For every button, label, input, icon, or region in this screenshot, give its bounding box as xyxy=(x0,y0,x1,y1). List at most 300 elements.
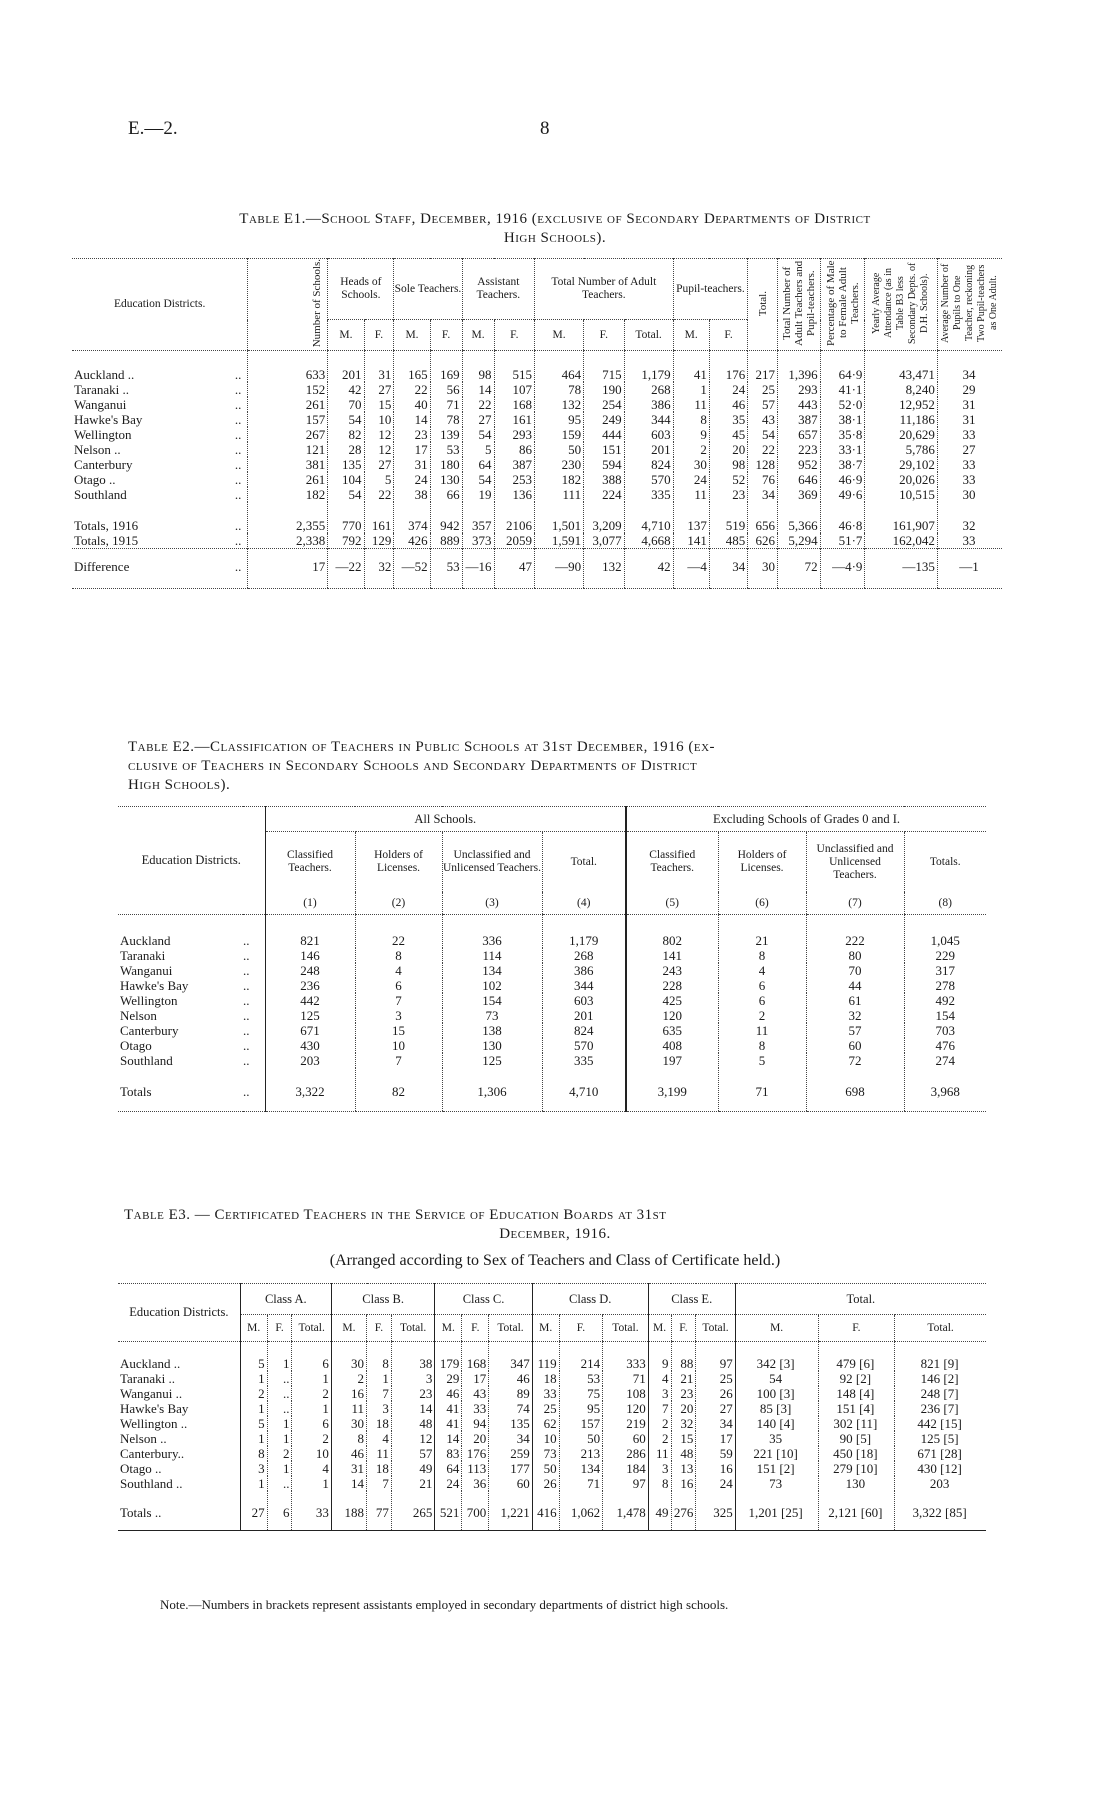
cell-value: 1,396 xyxy=(778,351,821,383)
cell-value: 64 xyxy=(435,1461,462,1476)
cell-value: 8,240 xyxy=(865,382,937,397)
e1-head-total: Total. xyxy=(624,320,673,351)
cell-value: 373 xyxy=(462,533,494,549)
cell-value: 182 xyxy=(248,487,328,502)
cell-value: 2059 xyxy=(494,533,535,549)
cell-value: 188 xyxy=(331,1491,366,1531)
cell-value: 6 xyxy=(292,1416,331,1431)
e1-head-pupil: Pupil-teachers. xyxy=(673,259,748,320)
cell-value: 344 xyxy=(624,412,673,427)
cell-value: 29,102 xyxy=(865,457,937,472)
cell-value: 14 xyxy=(391,1401,435,1416)
district-name: Hawke's Bay .. xyxy=(74,412,242,428)
cell-value: 4,710 xyxy=(542,1068,626,1112)
cell-value: 82 xyxy=(328,427,364,442)
e3-head-m: M. xyxy=(532,1315,559,1342)
cell-value: 24 xyxy=(394,472,430,487)
cell-value: 6 xyxy=(718,993,806,1008)
cell-value: 71 xyxy=(559,1476,603,1491)
cell-value: 107 xyxy=(494,382,535,397)
e3-head-m: M. xyxy=(648,1315,671,1342)
leader-dots: .. xyxy=(243,1053,250,1068)
cell-value: 325 xyxy=(696,1491,735,1531)
cell-value: 31 xyxy=(364,351,394,383)
cell-value: 176 xyxy=(709,351,747,383)
cell-value: 22 xyxy=(462,397,494,412)
cell-value: 293 xyxy=(494,427,535,442)
cell-value: 671 [28] xyxy=(895,1446,986,1461)
cell-value: 14 xyxy=(435,1431,462,1446)
cell-value: .. xyxy=(267,1371,292,1386)
cell-value: 54 xyxy=(328,412,364,427)
e2-caption-line1: Table E2.—Classification of Teachers in Public Schools at 31st December, 1916 (ex- xyxy=(128,739,716,755)
e2-caption-line3: High Schools). xyxy=(128,777,231,793)
cell-value: 73 xyxy=(735,1476,818,1491)
cell-value: 286 xyxy=(603,1446,649,1461)
cell-value: 201 xyxy=(624,442,673,457)
cell-value: 17 xyxy=(248,549,328,589)
cell-value: 24 xyxy=(709,382,747,397)
e1-head-assistant: Assistant Teachers. xyxy=(462,259,534,320)
cell-value: 5 xyxy=(364,472,394,487)
cell-value: 78 xyxy=(430,412,462,427)
cell-value: 274 xyxy=(904,1053,986,1068)
cell-value: 302 [11] xyxy=(818,1416,895,1431)
cell-value: 128 xyxy=(748,457,778,472)
cell-value: 1,306 xyxy=(442,1068,542,1112)
e2-col-num: (3) xyxy=(442,892,542,915)
cell-value: 2 xyxy=(648,1431,671,1446)
cell-value: 24 xyxy=(696,1476,735,1491)
cell-value: 1 xyxy=(292,1476,331,1491)
cell-value: 16 xyxy=(696,1461,735,1476)
table-row xyxy=(72,502,1002,533)
cell-value: 25 xyxy=(748,382,778,397)
cell-value: 31 xyxy=(937,412,1002,427)
cell-value: 26 xyxy=(532,1476,559,1491)
cell-value: 146 xyxy=(265,948,355,963)
cell-value: 125 xyxy=(265,1008,355,1023)
cell-value: 33 xyxy=(292,1491,331,1531)
cell-value: 6 xyxy=(355,978,442,993)
cell-value: 46·9 xyxy=(820,472,865,487)
district-name: Nelson xyxy=(120,1008,157,1023)
cell-value: 293 xyxy=(778,382,821,397)
cell-value: 27 xyxy=(364,457,394,472)
cell-value: 53 xyxy=(430,549,462,589)
cell-value: 54 xyxy=(462,427,494,442)
cell-value: 2 xyxy=(331,1371,366,1386)
e3-head-total: Total. xyxy=(895,1315,986,1342)
cell-value: 95 xyxy=(559,1401,603,1416)
cell-value: —90 xyxy=(535,549,584,589)
cell-value: 369 xyxy=(778,487,821,502)
cell-value: 476 xyxy=(904,1038,986,1053)
district-name: Auckland .. xyxy=(120,1356,181,1371)
cell-value: 100 [3] xyxy=(735,1386,818,1401)
e3-caption-line1: Table E3. — Certificated Teachers in the Service of Education Boards at 31st xyxy=(124,1207,667,1223)
cell-value: 1 xyxy=(292,1401,331,1416)
cell-value: 125 [5] xyxy=(895,1431,986,1446)
e1-head-f: F. xyxy=(364,320,394,351)
cell-value: 1 xyxy=(267,1461,292,1476)
e3-head-class-e: Class E. xyxy=(648,1284,735,1315)
cell-value: 603 xyxy=(542,993,626,1008)
e3-head-f: F. xyxy=(818,1315,895,1342)
district-name: Nelson .. .. xyxy=(74,442,242,458)
cell-value: 27 xyxy=(696,1401,735,1416)
cell-value: 570 xyxy=(542,1038,626,1053)
cell-value: 671 xyxy=(265,1023,355,1038)
leader-dots: .. xyxy=(243,933,250,948)
cell-value: 85 [3] xyxy=(735,1401,818,1416)
cell-value: 30 xyxy=(937,487,1002,502)
table-row xyxy=(72,382,1002,397)
cell-value: 30 xyxy=(748,549,778,589)
cell-value: 154 xyxy=(904,1008,986,1023)
cell-value: 261 xyxy=(248,472,328,487)
cell-value: 14 xyxy=(462,382,494,397)
page-code: E.—2. xyxy=(128,118,178,139)
cell-value: 444 xyxy=(584,427,625,442)
cell-value: 33 xyxy=(937,533,1002,549)
e1-head-m: M. xyxy=(328,320,364,351)
cell-value: 20 xyxy=(462,1431,489,1446)
cell-value: 102 xyxy=(442,978,542,993)
cell-value: —22 xyxy=(328,549,364,589)
cell-value: 646 xyxy=(778,472,821,487)
cell-value: 20 xyxy=(671,1401,696,1416)
cell-value: 1,045 xyxy=(904,915,986,949)
cell-value: 387 xyxy=(778,412,821,427)
cell-value: 249 xyxy=(584,412,625,427)
cell-value: 64·9 xyxy=(820,351,865,383)
table-row xyxy=(118,1491,986,1531)
e3-head-class-a: Class A. xyxy=(240,1284,331,1315)
cell-value: 180 xyxy=(430,457,462,472)
e3-head-class-c: Class C. xyxy=(435,1284,532,1315)
cell-value: 425 xyxy=(626,993,718,1008)
district-name: Southland xyxy=(120,1053,173,1068)
cell-value: 335 xyxy=(542,1053,626,1068)
e1-head-m: M. xyxy=(535,320,584,351)
cell-value: 60 xyxy=(806,1038,904,1053)
cell-value: 386 xyxy=(542,963,626,978)
cell-value: 254 xyxy=(584,397,625,412)
cell-value: 1 xyxy=(367,1371,392,1386)
cell-value: 71 xyxy=(603,1371,649,1386)
cell-value: 217 xyxy=(748,351,778,383)
cell-value: 41 xyxy=(673,351,709,383)
table-row xyxy=(118,978,986,993)
cell-value: 3,077 xyxy=(584,533,625,549)
cell-value: 18 xyxy=(367,1461,392,1476)
cell-value: 30 xyxy=(331,1342,366,1372)
cell-value: 38·7 xyxy=(820,457,865,472)
e1-head-total-adult-pupil: Total Number of Adult Teachers and Pupil-teachers. xyxy=(778,259,821,351)
district-name: Wellington .. xyxy=(120,1416,188,1431)
cell-value: 27 xyxy=(937,442,1002,457)
e3-head-total: Total. xyxy=(603,1315,649,1342)
cell-value: 10 xyxy=(532,1431,559,1446)
table-row xyxy=(118,1446,986,1461)
cell-value: 168 xyxy=(494,397,535,412)
cell-value: 6 xyxy=(292,1342,331,1372)
e2-col-num: (7) xyxy=(806,892,904,915)
cell-value: 12 xyxy=(364,442,394,457)
cell-value: 104 xyxy=(328,472,364,487)
district-name: Canterbury.. xyxy=(120,1446,185,1461)
district-name: Totals .. xyxy=(118,1491,240,1531)
cell-value: 268 xyxy=(624,382,673,397)
cell-value: 492 xyxy=(904,993,986,1008)
district-name: Wellington .. xyxy=(74,427,242,443)
cell-value: 50 xyxy=(559,1431,603,1446)
district-name: Totals, 1916 .. xyxy=(74,518,242,534)
district-name: Wanganui xyxy=(120,963,173,978)
e3-head-district: Education Districts. xyxy=(118,1284,240,1342)
cell-value: 248 [7] xyxy=(895,1386,986,1401)
cell-value: 243 xyxy=(626,963,718,978)
cell-value: 130 xyxy=(442,1038,542,1053)
cell-value: 952 xyxy=(778,457,821,472)
cell-value: 426 xyxy=(394,533,430,549)
cell-value: 8 xyxy=(240,1446,267,1461)
cell-value: 23 xyxy=(391,1386,435,1401)
district-name: Totals, 1915 .. xyxy=(74,533,242,549)
cell-value: 3 xyxy=(367,1401,392,1416)
cell-value: 5 xyxy=(240,1342,267,1372)
district-name: Difference .. xyxy=(72,549,248,589)
cell-value: 146 [2] xyxy=(895,1371,986,1386)
cell-value: 129 xyxy=(364,533,394,549)
e2-head-holders: Holders of Licenses. xyxy=(718,832,806,893)
cell-value: 1,179 xyxy=(542,915,626,949)
cell-value: 268 xyxy=(542,948,626,963)
cell-value: 27 xyxy=(462,412,494,427)
cell-value: 2 xyxy=(267,1446,292,1461)
cell-value: 26 xyxy=(696,1386,735,1401)
cell-value: 29 xyxy=(435,1371,462,1386)
cell-value: 3,199 xyxy=(626,1068,718,1112)
cell-value: 56 xyxy=(430,382,462,397)
e1-caption xyxy=(120,210,990,248)
e1-head-f: F. xyxy=(494,320,535,351)
cell-value: 54 xyxy=(735,1371,818,1386)
e2-col-num: (6) xyxy=(718,892,806,915)
cell-value: 136 xyxy=(494,487,535,502)
cell-value: 253 xyxy=(494,472,535,487)
district-name: Auckland .. .. xyxy=(74,367,242,383)
cell-value: 430 xyxy=(265,1038,355,1053)
cell-value: 1 xyxy=(267,1431,292,1446)
cell-value: 29 xyxy=(937,382,1002,397)
e2-head-excl: Excluding Schools of Grades 0 and I. xyxy=(626,807,986,832)
cell-value: 519 xyxy=(709,502,747,533)
leader-dots: .. xyxy=(243,948,250,963)
cell-value: 635 xyxy=(626,1023,718,1038)
cell-value: 416 xyxy=(532,1491,559,1531)
cell-value: 9 xyxy=(673,427,709,442)
cell-value: 177 xyxy=(489,1461,533,1476)
cell-value: 1 xyxy=(292,1371,331,1386)
table-e3 xyxy=(118,1283,986,1531)
cell-value: 6 xyxy=(718,978,806,993)
cell-value: 19 xyxy=(462,487,494,502)
cell-value: 31 xyxy=(331,1461,366,1476)
cell-value: 22 xyxy=(364,487,394,502)
e2-head-all: All Schools. xyxy=(265,807,626,832)
cell-value: 33 xyxy=(937,457,1002,472)
cell-value: 120 xyxy=(626,1008,718,1023)
leader-dots: .. xyxy=(243,1008,250,1023)
cell-value: 821 [9] xyxy=(895,1342,986,1372)
table-row xyxy=(72,457,1002,472)
cell-value: 1,062 xyxy=(559,1491,603,1531)
e2-col-num: (2) xyxy=(355,892,442,915)
e2-col-num: (5) xyxy=(626,892,718,915)
cell-value: 236 [7] xyxy=(895,1401,986,1416)
cell-value: 141 xyxy=(626,948,718,963)
cell-value: 464 xyxy=(535,351,584,383)
cell-value: 139 xyxy=(430,427,462,442)
cell-value: 203 xyxy=(895,1476,986,1491)
cell-value: 132 xyxy=(535,397,584,412)
e1-head-sole: Sole Teachers. xyxy=(394,259,462,320)
e3-head-f: F. xyxy=(671,1315,696,1342)
cell-value: 5 xyxy=(718,1053,806,1068)
cell-value: 34 xyxy=(937,351,1002,383)
cell-value: 485 xyxy=(709,533,747,549)
leader-dots: .. xyxy=(243,963,250,978)
cell-value: 161 xyxy=(364,502,394,533)
cell-value: 10 xyxy=(364,412,394,427)
district-name: Canterbury .. xyxy=(74,457,242,473)
cell-value: 5,294 xyxy=(778,533,821,549)
cell-value: 46·8 xyxy=(820,502,865,533)
cell-value: 21 xyxy=(718,915,806,949)
e1-head-m: M. xyxy=(462,320,494,351)
cell-value: 132 xyxy=(584,549,625,589)
cell-value: 13 xyxy=(671,1461,696,1476)
cell-value: 344 xyxy=(542,978,626,993)
cell-value: 3 xyxy=(391,1371,435,1386)
cell-value: 113 xyxy=(462,1461,489,1476)
cell-value: 33 xyxy=(462,1401,489,1416)
cell-value: 75 xyxy=(559,1386,603,1401)
cell-value: 135 xyxy=(489,1416,533,1431)
cell-value: 442 [15] xyxy=(895,1416,986,1431)
cell-value: 7 xyxy=(648,1401,671,1416)
cell-value: 162,042 xyxy=(865,533,937,549)
table-row xyxy=(118,1068,986,1112)
district-name: Wanganui .. xyxy=(120,1386,183,1401)
cell-value: 28 xyxy=(328,442,364,457)
cell-value: 5 xyxy=(240,1416,267,1431)
cell-value: 31 xyxy=(937,397,1002,412)
district-name: Nelson .. xyxy=(120,1431,167,1446)
table-row xyxy=(72,533,1002,549)
cell-value: 342 [3] xyxy=(735,1342,818,1372)
cell-value: 34 xyxy=(748,487,778,502)
cell-value: 21 xyxy=(391,1476,435,1491)
cell-value: 73 xyxy=(442,1008,542,1023)
cell-value: 230 xyxy=(535,457,584,472)
cell-value: 1 xyxy=(240,1431,267,1446)
e2-head-total: Total. xyxy=(542,832,626,893)
cell-value: 61 xyxy=(806,993,904,1008)
cell-value: 3 xyxy=(240,1461,267,1476)
cell-value: 23 xyxy=(671,1386,696,1401)
cell-value: 46 xyxy=(331,1446,366,1461)
cell-value: 138 xyxy=(442,1023,542,1038)
table-row xyxy=(118,948,986,963)
cell-value: 35·8 xyxy=(820,427,865,442)
cell-value: 89 xyxy=(489,1386,533,1401)
cell-value: 49·6 xyxy=(820,487,865,502)
cell-value: 50 xyxy=(535,442,584,457)
cell-value: 278 xyxy=(904,978,986,993)
e2-head-unclassified: Unclassified and Unlicensed Teachers. xyxy=(442,832,542,893)
cell-value: 169 xyxy=(430,351,462,383)
cell-value: 77 xyxy=(367,1491,392,1531)
cell-value: 38 xyxy=(391,1342,435,1372)
district-name: Hawke's Bay xyxy=(120,1401,189,1416)
cell-value: 1 xyxy=(267,1342,292,1372)
e3-head-f: F. xyxy=(367,1315,392,1342)
cell-value: 46 xyxy=(709,397,747,412)
cell-value: 11 xyxy=(718,1023,806,1038)
cell-value: 49 xyxy=(391,1461,435,1476)
e1-head-pupil-total: Total. xyxy=(748,259,778,351)
cell-value: 8 xyxy=(355,948,442,963)
cell-value: 71 xyxy=(430,397,462,412)
table-row xyxy=(118,1038,986,1053)
table-row xyxy=(118,1401,986,1416)
cell-value: 23 xyxy=(709,487,747,502)
district-name: Auckland xyxy=(120,933,171,948)
cell-value: 1,501 xyxy=(535,502,584,533)
cell-value: 31 xyxy=(394,457,430,472)
cell-value: 70 xyxy=(328,397,364,412)
cell-value: 824 xyxy=(624,457,673,472)
cell-value: 4,710 xyxy=(624,502,673,533)
cell-value: 248 xyxy=(265,963,355,978)
cell-value: 22 xyxy=(394,382,430,397)
district-name: Southland .. xyxy=(120,1476,183,1491)
cell-value: 98 xyxy=(709,457,747,472)
cell-value: 2106 xyxy=(494,502,535,533)
cell-value: 32 xyxy=(671,1416,696,1431)
cell-value: 54 xyxy=(462,472,494,487)
cell-value: 46 xyxy=(435,1386,462,1401)
cell-value: 42 xyxy=(328,382,364,397)
cell-value: 43,471 xyxy=(865,351,937,383)
cell-value: 41·1 xyxy=(820,382,865,397)
cell-value: 72 xyxy=(778,549,821,589)
cell-value: 64 xyxy=(462,457,494,472)
cell-value: 333 xyxy=(603,1342,649,1372)
district-name: Taranaki xyxy=(120,948,166,963)
cell-value: 14 xyxy=(331,1476,366,1491)
page-number: 8 xyxy=(540,118,550,139)
cell-value: 10 xyxy=(355,1038,442,1053)
cell-value: 201 xyxy=(328,351,364,383)
table-row xyxy=(118,1476,986,1491)
cell-value: 3,322 [85] xyxy=(895,1491,986,1531)
table-row xyxy=(72,442,1002,457)
cell-value: 14 xyxy=(394,412,430,427)
